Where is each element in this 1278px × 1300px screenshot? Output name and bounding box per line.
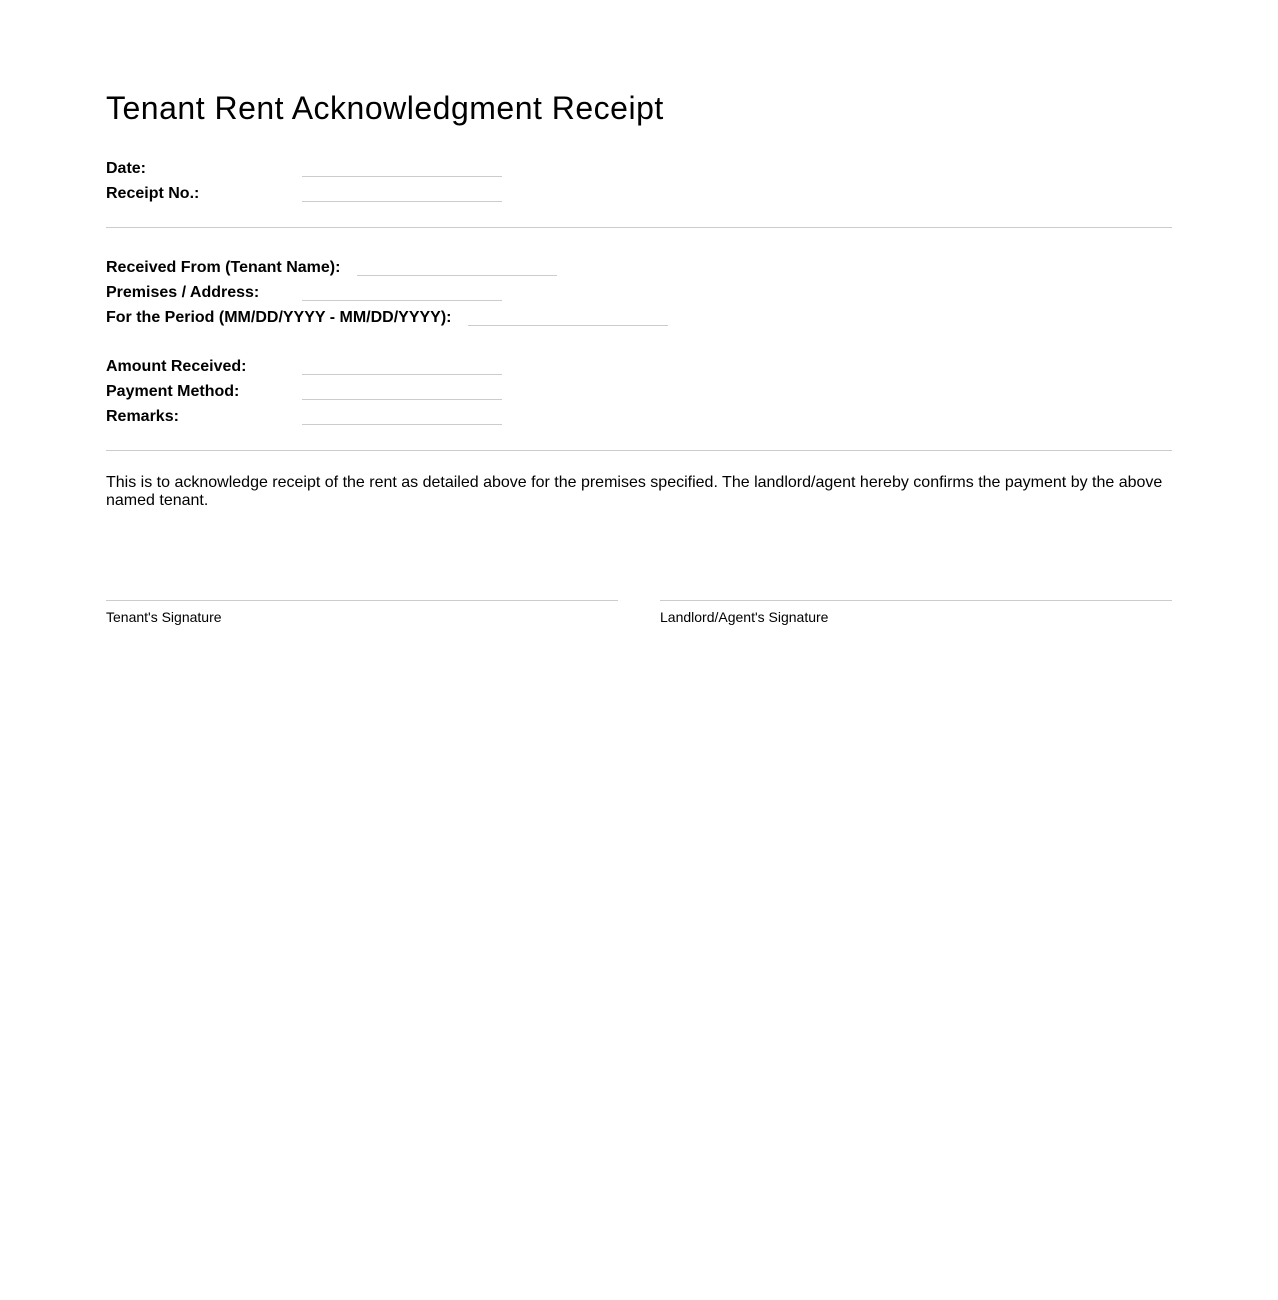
- section-divider: [106, 227, 1172, 228]
- landlord-signature-line[interactable]: [660, 600, 1172, 601]
- landlord-signature-block: [660, 600, 1172, 626]
- payment-method-label: Payment Method:: [106, 383, 240, 400]
- tenant-signature-line[interactable]: [106, 600, 618, 601]
- page-title: Tenant Rent Acknowledgment Receipt: [106, 90, 664, 126]
- receipt-no-label: Receipt No.:: [106, 185, 200, 202]
- remarks-field[interactable]: [302, 424, 502, 425]
- period-label: For the Period (MM/DD/YYYY - MM/DD/YYYY):: [106, 309, 452, 326]
- tenant-name-field[interactable]: [357, 275, 557, 276]
- premises-field[interactable]: [302, 300, 502, 301]
- tenant-signature-block: [106, 600, 618, 626]
- tenant-name-label: Received From (Tenant Name):: [106, 259, 341, 276]
- amount-label: Amount Received:: [106, 358, 247, 375]
- landlord-signature-label: Landlord/Agent's Signature: [660, 609, 829, 625]
- date-label: Date:: [106, 160, 147, 177]
- receipt-no-field[interactable]: [302, 201, 502, 202]
- amount-field[interactable]: [302, 374, 502, 375]
- tenant-signature-label: Tenant's Signature: [106, 609, 222, 625]
- acknowledgment-text: This is to acknowledge receipt of the rent as detailed above for the premises specified. The landlord/agent hereby confirms the payment by the above named tenant.: [106, 474, 1163, 509]
- date-field[interactable]: [302, 176, 502, 177]
- remarks-label: Remarks:: [106, 408, 179, 425]
- section-divider: [106, 450, 1172, 451]
- premises-label: Premises / Address:: [106, 284, 260, 301]
- period-field[interactable]: [468, 325, 668, 326]
- payment-method-field[interactable]: [302, 399, 502, 400]
